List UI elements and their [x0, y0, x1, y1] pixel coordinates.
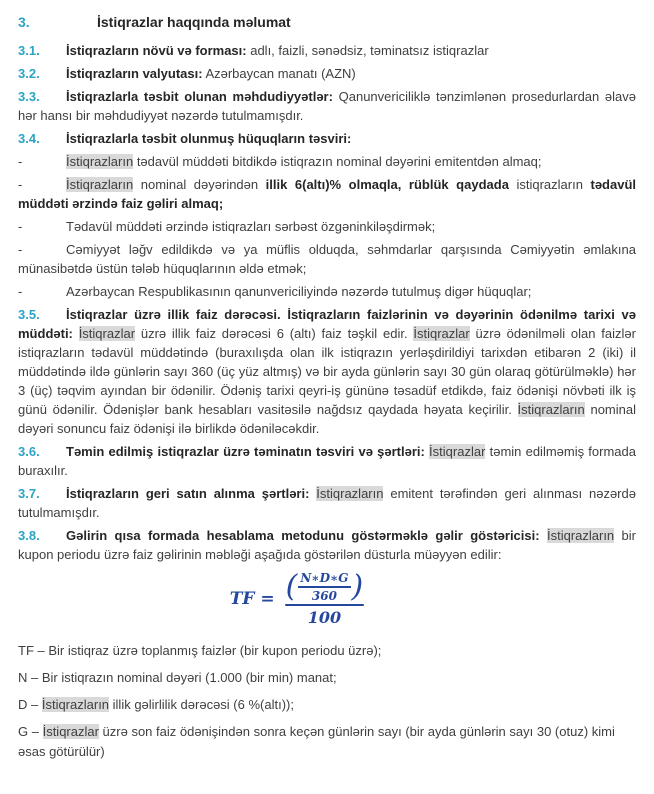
- formula-block: [0, 568, 606, 627]
- text-run: illik 6(altı)% olmaqla, rüblük qaydada: [265, 177, 509, 192]
- section-number: 3.6.: [18, 444, 40, 459]
- section-number: -: [18, 219, 23, 234]
- inner-numerator: N∗D∗G: [300, 571, 349, 585]
- section-3-3: [18, 87, 636, 125]
- text-run: Cəmiyyət ləğv edildikdə və ya müflis olduqda, səhmdarlar qarşısında Cəmiyyətin əmlakına münasibətdə üstün tələb hüquqlarının əldə etmək;: [18, 242, 636, 276]
- formula-denominator: 100: [307, 607, 342, 627]
- text-run: Təmin edilmiş istiqrazlar üzrə təminatın təsviri və şərtləri:: [66, 444, 425, 459]
- bullet-4: [18, 240, 636, 278]
- text-run: İstiqrazlarla təsbit olunan məhdudiyyətlər:: [66, 89, 333, 104]
- section-3-2: [18, 64, 636, 83]
- text-run: İstiqrazlar üzrə illik faiz dərəcəsi. İstiqrazların faizlərinin və dəyərinin ödənilmə tarixi və müddəti:: [18, 307, 636, 341]
- text-run: illik gəlirlilik dərəcəsi (6 %(altı));: [109, 696, 294, 712]
- text-run: nominal dəyərindən: [133, 177, 266, 192]
- text-run: İstiqrazların valyutası:: [66, 66, 203, 81]
- text-run: istiqrazların: [508, 177, 591, 192]
- highlighted-text: İstiqrazlar: [42, 723, 99, 739]
- section-number: 3.7.: [18, 486, 40, 501]
- bullet-2: [18, 175, 636, 213]
- formula-lhs: TF =: [229, 588, 275, 609]
- text-run: Azərbaycan manatı (AZN): [202, 66, 356, 81]
- text-run: TF – Bir istiqraz üzrə toplanmış faizlər (bir kupon periodu üzrə);: [18, 642, 382, 658]
- text-run: Qanunvericiliklə tənzimlənən prosedurlardan əlavə hər hansı bir məhdudiyyət nəzərdə tutulmamışdır.: [18, 89, 636, 123]
- definition-g: [18, 722, 636, 762]
- section-3-1: [18, 41, 636, 60]
- text-run: bir kupon periodu üzrə faiz gəlirinin məbləği aşağıda göstərilən düsturla müəyyən edilir:: [18, 528, 637, 562]
- text-run: tədavül müddəti bitdikdə istiqrazın nominal dəyərini emitentdən almaq;: [133, 154, 542, 169]
- section-number: 3.8.: [18, 528, 40, 543]
- text-run: D –: [18, 696, 42, 712]
- highlighted-text: İstiqrazların: [66, 177, 134, 192]
- text-run: [540, 528, 547, 543]
- highlighted-text: İstiqrazlar: [78, 326, 136, 341]
- section-number: 3.2.: [18, 66, 40, 81]
- text-run: üzrə ödənilməli olan faizlər istiqrazların tədavül müddətində (buraxılışda olan ilk istiqrazın yerləşdirildiyi tarixdən etibarən 2 (iki) il müddətində ildə günlərin sayı 360 (üç yüz altmış) və bir ayda günlərin sayı 30 gün olaraq götürülməklə) hər 3 (üç) təqvim ayından bir ödənilir. Ödəniş tarixi qeyri-iş gününə təsadüf etdikdə, faiz ödənişi növbəti ilk iş günü ödənilir. Ödənişlər bank hesabları vasitəsilə nağdsız qaydada həyata keçirilir.: [18, 326, 636, 417]
- text-run: üzrə illik faiz dərəcəsi 6 (altı) faiz təşkil edir.: [135, 326, 414, 341]
- bullet-5: [18, 282, 636, 301]
- section-number: 3.5.: [18, 307, 40, 322]
- text-run: İstiqrazların geri satın alınma şərtləri:: [66, 486, 310, 501]
- inner-denominator: 360: [311, 588, 337, 603]
- text-run: İstiqrazlarla təsbit olunmuş hüquqların təsviri:: [66, 131, 352, 146]
- inner-fraction-bar: [298, 586, 350, 588]
- section-number: -: [18, 284, 23, 299]
- text-run: tədavül müddəti ərzində faiz gəliri almaq;: [18, 177, 636, 211]
- section-3-4: [18, 129, 636, 148]
- open-paren: (: [285, 568, 298, 604]
- formula: [229, 568, 365, 627]
- definition-tf: [18, 641, 636, 661]
- section-number: -: [18, 177, 23, 192]
- highlighted-text: İstiqrazların: [517, 402, 585, 417]
- section-3-8: [18, 526, 636, 564]
- text-run: N – Bir istiqrazın nominal dəyəri (1.000 (bir min) manat;: [18, 669, 337, 685]
- definition-n: [18, 668, 636, 688]
- formula-fraction: [285, 568, 365, 627]
- bullet-3: [18, 217, 636, 236]
- highlighted-text: İstiqrazların: [41, 696, 110, 712]
- section-3-5: [18, 305, 636, 438]
- bullet-1: [18, 152, 636, 171]
- text-run: Tədavül müddəti ərzində istiqrazları sərbəst özgəninkiləşdirmək;: [66, 219, 436, 234]
- text-run: nominal dəyəri sonuncu faiz ödənişi ilə birlikdə ödəniləcəkdir.: [18, 402, 637, 436]
- section-number: -: [18, 154, 23, 169]
- highlighted-text: İstiqrazlar: [429, 444, 486, 459]
- fraction-bar: [285, 604, 365, 606]
- section-3: [18, 12, 636, 33]
- section-number: 3.1.: [18, 43, 40, 58]
- section-number: 3.: [18, 14, 30, 30]
- highlighted-text: İstiqrazlar: [413, 326, 470, 341]
- text-run: üzrə son faiz ödənişindən sonra keçən günlərin sayı (bir ayda günlərin sayı 30 (otuz) kimi əsas götürülür): [18, 723, 615, 759]
- section-3-7: [18, 484, 636, 522]
- highlighted-text: İstiqrazların: [316, 486, 384, 501]
- text-run: təmin edilməmiş formada buraxılır.: [18, 444, 636, 478]
- text-run: İstiqrazların növü və forması:: [66, 43, 247, 58]
- formula-numerator: [285, 568, 365, 604]
- section-number: 3.4.: [18, 131, 40, 146]
- definition-d: [18, 695, 636, 715]
- text-run: G –: [18, 723, 43, 739]
- inner-fraction: [298, 571, 350, 603]
- text-run: Azərbaycan Respublikasının qanunvericiliyində nəzərdə tutulmuş digər hüquqlar;: [66, 284, 532, 299]
- close-paren: ): [351, 568, 364, 604]
- section-number: 3.3.: [18, 89, 40, 104]
- text-run: emitent tərəfindən geri alınması nəzərdə tutulmamışdır.: [18, 486, 636, 520]
- text-run: Gəlirin qısa formada hesablama metodunu göstərməklə gəlir göstəricisi:: [66, 528, 540, 543]
- section-number: -: [18, 242, 23, 257]
- text-run: İstiqrazlar haqqında məlumat: [97, 14, 291, 30]
- text-run: [73, 326, 79, 341]
- highlighted-text: İstiqrazların: [546, 528, 615, 543]
- text-run: adlı, faizli, sənədsiz, təminatsız istiqrazlar: [246, 43, 489, 58]
- section-3-6: [18, 442, 636, 480]
- highlighted-text: İstiqrazların: [66, 154, 134, 169]
